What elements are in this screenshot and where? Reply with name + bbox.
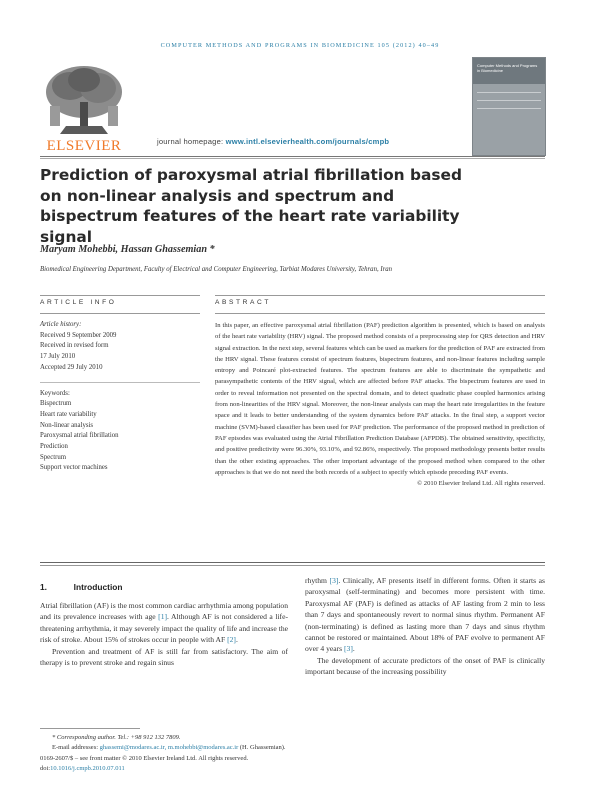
intro-right-column: [305, 575, 545, 678]
section-title: [40, 582, 123, 592]
email-suffix: (H. Ghassemian).: [238, 744, 286, 752]
header-divider: [40, 156, 545, 157]
abstract-text: In this paper, an effective paroxysmal atrial fibrillation (PAF) prediction algorithm is presented, which is based on analysis of the heart rate variability (HRV) signal. The proposed method consists of a preprocessing step for QRS detection and HRV signal extraction. In the next step, several features which can be used as markers for the prediction of PAF are extracted from the HRV signal. These features consist of spectrum features, bispectrum features, and non-linear features including sample entropy and Poincaré plot-extracted features. The spectrum features are able to discriminate the sympathetic and parasympathetic contents of the HRV signal, which are affected before PAF attacks. The bispectrum features are used in order to reveal information not presented on the spectral domain, and to detect quadratic phase coupled harmonics arising from non-linearities of the HRV signal. Moreover, the non-linear analysis can map the heart rate irregularities in the feature space and it leads to better understanding of the system dynamics before PAF attacks. In the final step, a support vector machine (SVM)-based classifier has been used for PAF prediction. The performance of the proposed method in prediction of PAF episodes was evaluated using the Atrial Fibrillation Prediction Database (AFPDB). The obtained sensitivity, specificity, and positive predictivity were 96.30%, 93.10%, and 92.86%, respectively. The proposed methodology presents better results than the other existing approaches. The other important advantage of the proposed method when compared to the other approaches is that we do not need the both records of a subject to specify which episode preceding PAF events.: [215, 322, 545, 476]
email-label: E-mail addresses:: [52, 744, 100, 752]
intro-left-column: [40, 600, 288, 668]
corresponding-author-note: * Corresponding author. Tel.: +98 912 132 7809.: [52, 734, 181, 741]
cover-title: Computer Methods and Programs in Biomedicine: [477, 63, 538, 73]
citation-link[interactable]: [3]: [329, 576, 339, 585]
abstract-body: [215, 320, 545, 489]
paragraph-text: .: [235, 635, 238, 645]
history-label: Article history:: [40, 321, 82, 328]
paragraph-text: . Although AF is not considered a life-threatening arrhythmia, it may severely impact the quality of life and increase the risk of stroke. About 15% of strokes occur in people with AF: [40, 612, 288, 645]
paragraph-text: rhythm: [305, 576, 330, 585]
doi-link[interactable]: 10.1016/j.cmpb.2010.07.011: [50, 765, 125, 773]
citation-link[interactable]: [1]: [158, 612, 168, 622]
divider: [215, 313, 545, 314]
paragraph-text: Prevention and treatment of AF is still far from satisfactory. The aim of therapy is to prevent stroke and regain sinus: [40, 646, 288, 668]
divider: [40, 382, 200, 383]
issn-line: 0169-2607/$ – see front matter © 2010 Elsevier Ireland Ltd. All rights reserved.: [40, 755, 249, 762]
author-affiliation: Biomedical Engineering Department, Faculty of Electrical and Computer Engineering, Tarbiat Modares University, Tehran, Iran: [40, 266, 393, 273]
keywords-label: Keywords:: [40, 389, 70, 397]
divider: [40, 565, 545, 566]
keyword: Paroxysmal atrial fibrillation: [40, 432, 119, 440]
cover-rule: [477, 92, 541, 93]
section-heading: Introduction: [73, 582, 123, 592]
copyright-line: © 2010 Elsevier Ireland Ltd. All rights reserved.: [417, 480, 545, 488]
history-line: Received 9 September 2009: [40, 331, 117, 339]
article-title: Prediction of paroxysmal atrial fibrillation based on non-linear analysis and spectrum and bispectrum features of the heart rate variability signal: [40, 166, 463, 246]
section-number: 1.: [40, 582, 47, 592]
divider: [40, 295, 200, 296]
history-line: 17 July 2010: [40, 353, 76, 361]
paragraph-text: . Clinically, AF presents itself in different forms. Often it starts as paroxysmal (self-terminating) and becomes more persistent with time. Paroxysmal AF (PAF) is defined as attacks of AF lasting from 2 min to less than 7 days and spontaneously revert to normal sinus rhythm. Permanent AF (non-terminating) is defined as lasting more than 7 days and sinus rhythm cannot be restored or maintained. About 18% of PAF evolve to permanent AF over 4 years: [305, 576, 545, 654]
keyword: Support vector machines: [40, 464, 108, 472]
article-info: [40, 320, 200, 474]
history-line: Received in revised form: [40, 342, 109, 350]
cover-rule: [477, 108, 541, 109]
keyword: Non-linear analysis: [40, 421, 94, 429]
journal-citation-line: COMPUTER METHODS AND PROGRAMS IN BIOMEDICINE 105 (2012) 40–49: [160, 42, 440, 49]
keyword: Prediction: [40, 443, 68, 451]
article-info-heading: ARTICLE INFO: [40, 299, 117, 306]
homepage-label: journal homepage:: [157, 137, 226, 146]
citation-link[interactable]: [2]: [227, 635, 236, 645]
publisher-wordmark: ELSEVIER: [46, 138, 122, 154]
homepage-link[interactable]: www.intl.elsevierhealth.com/journals/cmpb: [225, 137, 390, 146]
cover-rule: [477, 100, 541, 101]
keyword: Bispectrum: [40, 400, 72, 408]
journal-homepage: [157, 137, 389, 146]
divider: [40, 313, 200, 314]
paragraph-text: Atrial fibrillation (AF) is the most common cardiac arrhythmia among population and its prevalence increases with age: [40, 601, 289, 622]
doi-label: doi:: [40, 765, 51, 773]
paragraph-text: The development of accurate predictors of the onset of PAF is clinically important because of the increasing possibility: [305, 655, 545, 677]
divider: [40, 562, 545, 563]
abstract-heading: ABSTRACT: [215, 299, 271, 306]
divider: [215, 295, 545, 296]
footnotes: [52, 733, 286, 754]
email-links[interactable]: ghassemi@modares.ac.ir, m.mohebbi@modares.ac.ir: [99, 744, 239, 752]
keyword: Spectrum: [40, 453, 67, 461]
keyword: Heart rate variability: [40, 410, 97, 418]
history-line: Accepted 29 July 2010: [40, 363, 103, 371]
issn-doi: [40, 754, 248, 775]
footnote-divider: [40, 728, 140, 729]
article-authors: Maryam Mohebbi, Hassan Ghassemian *: [40, 244, 215, 255]
paragraph-text: .: [352, 644, 355, 654]
citation-link[interactable]: [3]: [344, 644, 353, 654]
header-divider: [40, 158, 545, 159]
journal-cover-thumbnail: [472, 57, 546, 156]
